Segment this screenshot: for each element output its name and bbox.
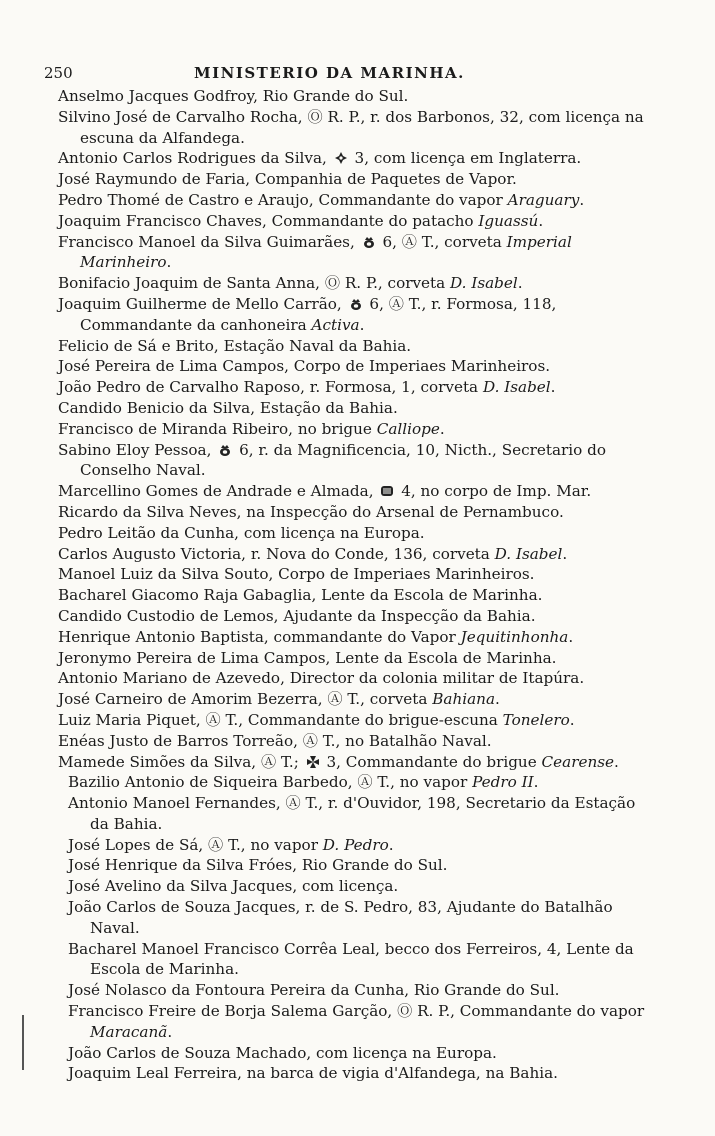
entry xyxy=(68,897,658,939)
entry-text: José Raymundo de Faria, Companhia de Paquetes de Vapor. xyxy=(58,170,517,189)
entry-text: Candido Benicio da Silva, Estação da Bahia. xyxy=(58,398,398,417)
entry xyxy=(58,523,658,544)
entry-text: Marcellino Gomes de Andrade e Almada, xyxy=(58,482,374,501)
entry xyxy=(68,772,658,793)
entry xyxy=(68,855,658,876)
entry-text: Jeronymo Pereira de Lima Campos, Lente da Escola de Marinha. xyxy=(58,648,557,667)
vessel-name: Jequitinhonha xyxy=(460,627,569,646)
entry-text: José Avelino da Silva Jacques, com licença. xyxy=(68,877,399,896)
entry-text: . xyxy=(562,544,568,563)
maltese-cross-icon xyxy=(306,755,320,769)
entry-text: Carlos Augusto Victoria, r. Nova do Conde, 136, corveta xyxy=(58,544,490,563)
entry-text: Pedro Thomé de Castro e Araujo, Commandante do vapor xyxy=(58,190,503,209)
vessel-name: Imperial Marinheiro xyxy=(80,232,572,272)
entry-text: Antonio Carlos Rodrigues da Silva, xyxy=(58,149,327,168)
entry-text: 6, Ⓐ T., r. Formosa, 118, Commandante da canhoneira xyxy=(80,294,557,334)
entry-text: Felicio de Sá e Brito, Estação Naval da Bahia. xyxy=(58,336,412,355)
entry-text: João Carlos de Souza Machado, com licença na Europa. xyxy=(68,1043,497,1062)
entry-text: Francisco de Miranda Ribeiro, no brigue xyxy=(58,419,372,438)
officer-list xyxy=(58,86,658,1084)
vessel-name: D. Isabel xyxy=(494,544,563,563)
entry-text: Joaquim Leal Ferreira, na barca de vigia d'Alfandega, na Bahia. xyxy=(68,1064,558,1083)
entry xyxy=(68,1001,658,1043)
entry-text: Manoel Luiz da Silva Souto, Corpo de Imperiaes Marinheiros. xyxy=(58,565,535,584)
entry-text: . xyxy=(495,690,500,709)
page-header xyxy=(44,62,514,84)
entry-text: Bonifacio Joaquim de Santa Anna, Ⓞ R. P., corveta xyxy=(58,274,446,293)
entry xyxy=(58,731,658,752)
entry-text: . xyxy=(550,378,556,397)
vessel-name: Pedro II xyxy=(472,773,534,792)
entry-text: Joaquim Guilherme de Mello Carrão, xyxy=(58,294,342,313)
entry xyxy=(58,169,658,190)
entry-text: 6, Ⓐ T., corveta xyxy=(382,232,502,251)
vessel-name: Activa xyxy=(311,315,360,334)
entry xyxy=(58,648,658,669)
entry xyxy=(58,356,658,377)
entry xyxy=(58,273,658,294)
entry-text: Candido Custodio de Lemos, Ajudante da Inspecção da Bahia. xyxy=(58,606,536,625)
crown-order-icon xyxy=(218,443,232,457)
vessel-name: Maracanã xyxy=(90,1022,168,1041)
entry xyxy=(58,481,658,502)
entry-text: 3, com licença em Inglaterra. xyxy=(354,149,582,168)
entry-text: José Nolasco da Fontoura Pereira da Cunha, Rio Grande do Sul. xyxy=(68,981,560,1000)
entry-text: . xyxy=(538,211,544,230)
entry-text: José Lopes de Sá, Ⓐ T., no vapor xyxy=(68,835,318,854)
entry-text: . xyxy=(533,773,539,792)
page-number: 250 xyxy=(44,64,73,82)
vessel-name: D. Isabel xyxy=(482,378,551,397)
vessel-name: D. Isabel xyxy=(450,274,518,293)
entry-text: Joaquim Francisco Chaves, Commandante do patacho xyxy=(58,211,474,230)
entry-text: . xyxy=(167,1022,173,1041)
vessel-name: Iguassú xyxy=(478,211,539,230)
entry-text: Bazilio Antonio de Siqueira Barbedo, Ⓐ T., no vapor xyxy=(68,773,468,792)
entry-text: Sabino Eloy Pessoa, xyxy=(58,440,212,459)
crown-order-icon xyxy=(362,235,376,249)
entry xyxy=(58,190,658,211)
entry-text: José Pereira de Lima Campos, Corpo de Imperiaes Marinheiros. xyxy=(58,357,551,376)
entry-text: Pedro Leitão da Cunha, com licença na Europa. xyxy=(58,523,425,542)
entry xyxy=(58,627,658,648)
entry xyxy=(58,294,658,336)
entry-text: Enéas Justo de Barros Torreão, Ⓐ T., no Batalhão Naval. xyxy=(58,731,492,750)
entry xyxy=(68,876,658,897)
vessel-name: Bahiana xyxy=(432,690,496,709)
entry-text: . xyxy=(388,835,394,854)
entry xyxy=(58,232,658,274)
entry xyxy=(68,1063,658,1084)
rose-cross-icon xyxy=(334,151,348,165)
entry xyxy=(58,668,658,689)
entry-text: Francisco Manoel da Silva Guimarães, xyxy=(58,232,355,251)
entry-text: Luiz Maria Piquet, Ⓐ T., Commandante do brigue-escuna xyxy=(58,710,498,729)
entry-text: 4, no corpo de Imp. Mar. xyxy=(401,482,592,501)
entry-text: 3, Commandante do brigue xyxy=(326,752,537,771)
entry-text: Silvino José de Carvalho Rocha, Ⓞ R. P., r. dos Barbonos, 32, com licença na escuna da Alfandega. xyxy=(58,107,644,147)
vessel-name: Tonelero xyxy=(502,710,570,729)
entry-text: . xyxy=(359,315,365,334)
vessel-name: Araguary xyxy=(507,190,580,209)
entry-text: Antonio Mariano de Azevedo, Director da colonia militar de Itapúra. xyxy=(58,669,585,688)
entry-text: 6, r. da Magnificencia, 10, Nicth., Secretario do Conselho Naval. xyxy=(80,440,606,480)
entry xyxy=(68,1043,658,1064)
crown-order-icon xyxy=(349,297,363,311)
entry-text: . xyxy=(614,752,619,771)
entry-text: . xyxy=(439,419,445,438)
entry-text: . xyxy=(579,190,585,209)
entry xyxy=(58,544,658,565)
entry xyxy=(58,585,658,606)
entry-text: Anselmo Jacques Godfroy, Rio Grande do Sul. xyxy=(58,87,409,105)
entry xyxy=(58,419,658,440)
entry-text: Mamede Simões da Silva, Ⓐ T.; xyxy=(58,752,299,771)
entry xyxy=(58,606,658,627)
entry-text: José Carneiro de Amorim Bezerra, Ⓐ T., corveta xyxy=(58,690,428,709)
entry-text: Henrique Antonio Baptista, commandante do Vapor xyxy=(58,627,456,646)
entry-text: . xyxy=(166,253,172,272)
running-title: MINISTERIO DA MARINHA. xyxy=(194,64,465,82)
entry xyxy=(68,980,658,1001)
entry xyxy=(58,107,658,149)
vessel-name: D. Pedro xyxy=(322,835,389,854)
entry-text: José Henrique da Silva Fróes, Rio Grande do Sul. xyxy=(68,856,448,875)
entry-text: Bacharel Giacomo Raja Gabaglia, Lente da Escola de Marinha. xyxy=(58,586,543,605)
entry xyxy=(58,398,658,419)
entry xyxy=(68,939,658,981)
entry-text: João Carlos de Souza Jacques, r. de S. Pedro, 83, Ajudante do Batalhão Naval. xyxy=(68,898,613,937)
emblem-order-icon xyxy=(380,484,394,498)
entry-text: . xyxy=(517,274,523,293)
entry xyxy=(58,752,658,773)
entry xyxy=(58,440,658,482)
entry xyxy=(58,86,658,107)
vessel-name: Cearense xyxy=(541,752,615,771)
entry xyxy=(58,564,658,585)
entry-text: Francisco Freire de Borja Salema Garção, Ⓞ R. P., Commandante do vapor xyxy=(68,1002,645,1021)
entry-text: . xyxy=(568,627,574,646)
entry xyxy=(58,336,658,357)
entry xyxy=(58,211,658,232)
entry xyxy=(58,377,658,398)
entry-text: João Pedro de Carvalho Raposo, r. Formosa, 1, corveta xyxy=(58,378,479,397)
entry xyxy=(68,835,658,856)
entry-text: Antonio Manoel Fernandes, Ⓐ T., r. d'Ouvidor, 198, Secretario da Estação da Bahia. xyxy=(68,794,636,833)
entry-text: Bacharel Manoel Francisco Corrêa Leal, becco dos Ferreiros, 4, Lente da Escola de Marinha. xyxy=(68,939,634,979)
entry xyxy=(58,148,658,169)
margin-mark xyxy=(22,1015,24,1070)
entry xyxy=(58,689,658,710)
vessel-name: Calliope xyxy=(376,419,440,438)
entry xyxy=(58,502,658,523)
entry-text: Ricardo da Silva Neves, na Inspecção do Arsenal de Pernambuco. xyxy=(58,502,564,521)
entry-text: . xyxy=(569,710,575,729)
entry xyxy=(68,793,658,835)
entry xyxy=(58,710,658,731)
